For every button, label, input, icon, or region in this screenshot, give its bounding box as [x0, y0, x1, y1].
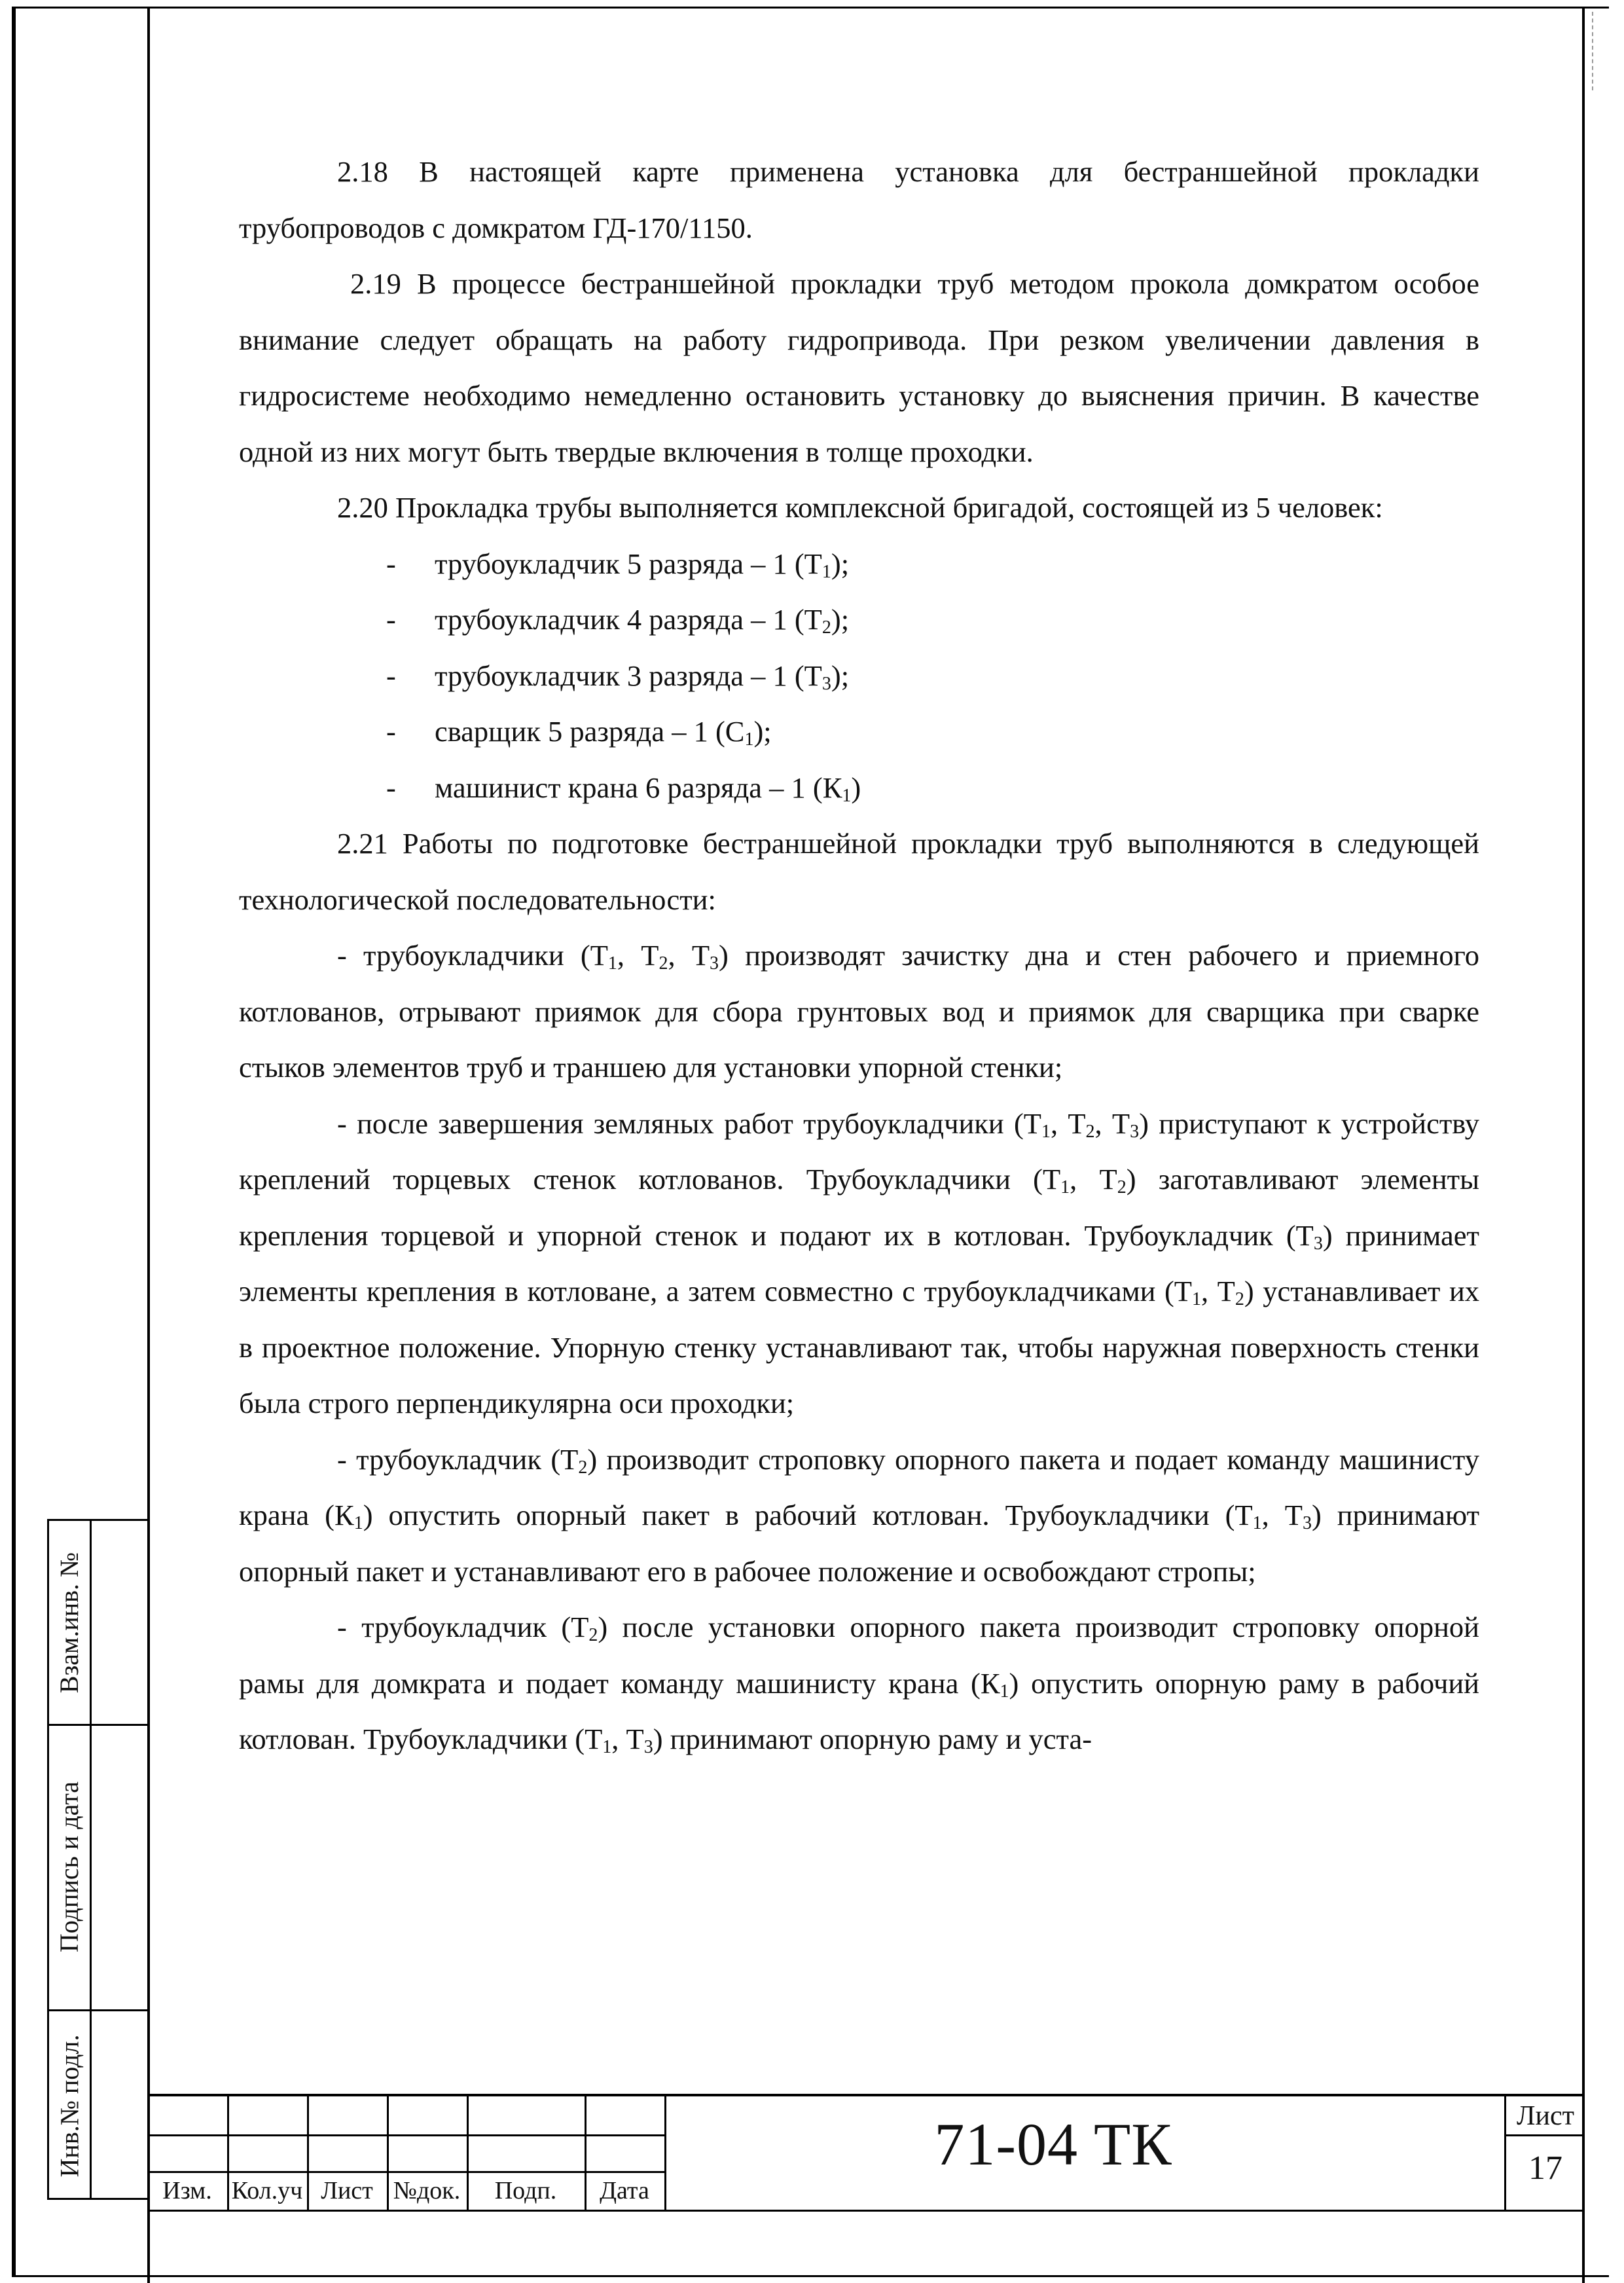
- label-data: Дата: [600, 2177, 649, 2204]
- title-block: [147, 2094, 1585, 2212]
- side-stamp: [47, 1519, 150, 2200]
- paragraph-2-21: 2.21 Работы по подготовке бестраншейной прокладки труб выполняются в следующей технологической последовательности:: [239, 827, 1479, 916]
- label-izm: Изм.: [162, 2177, 212, 2204]
- paragraph-2-19: 2.19 В процессе бестраншейной прокладки труб методом прокола домкратом особое внимание следует обращать на работу гидропривода. При резком увеличении давления в гидросистеме необходимо немедленно остановить установку до выяснения причин. В качестве одной из них могут быть твердые включения в толще проходки.: [239, 267, 1479, 468]
- side-stamp-podpis: Подпись и дата: [54, 1781, 84, 1952]
- sheet-box: [1504, 2096, 1585, 2210]
- paragraph-2-18: 2.18 В настоящей карте применена установка для бестраншейной прокладки трубопроводов с домкратом ГД-170/1150.: [239, 155, 1479, 244]
- crew-list: [239, 536, 1479, 816]
- document-code: 71-04 ТК: [934, 2111, 1172, 2178]
- sheet-label: Лист: [1517, 2101, 1574, 2131]
- step-1: - трубоукладчики ($Т_1$, $Т_2$, $Т_3$) производят зачистку дна и стен рабочего и приемного котлованов, отрывают приямок для сбора грунтовых вод и приямок для сварщика при сварке стыков элементов труб и траншею для установки упорной стенки;: [239, 939, 1480, 1084]
- label-list: Лист: [321, 2177, 373, 2204]
- label-ndok: №док.: [393, 2177, 461, 2204]
- step-4: - трубоукладчик $(Т_2)$ после установки опорного пакета производит строповку опорной рамы для домкрата и подает команду машинисту крана $(К_1)$ опустить опорную раму в рабочий котлован. Трубоукладчики ($Т_1$, $Т_3$) принимают опорную раму и уста-: [239, 1611, 1479, 1757]
- step-2: - после завершения земляных работ трубоукладчики ($Т_1$, $Т_2$, $Т_3$) приступают к устройству креплений торцевых стенок котлованов. Трубоукладчики ($Т_1$, $Т_2$) заготавливают элементы крепления торцевой и упорной стенок и подают их в котлован. Трубоукладчик $(Т_3)$ принимает элементы крепления в котловане, а затем совместно с трубоукладчиками ($Т_1$, $Т_2$) устанавливает их в проектное положение. Упорную стенку устанавливают так, чтобы наружная поверхность стенки была строго перпендикулярна оси проходки;: [239, 1106, 1480, 1419]
- list-item: - трубоукладчик 3 разряда – 1 $(Т_3)$;: [386, 659, 850, 694]
- list-item: - трубоукладчик 4 разряда – 1 $(Т_2)$;: [386, 603, 850, 638]
- sheet-number: 17: [1528, 2149, 1562, 2187]
- list-item: - сварщик 5 разряда – 1 $(С_1)$;: [386, 715, 772, 750]
- label-podp: Подп.: [494, 2177, 557, 2204]
- list-item: - трубоукладчик 5 разряда – 1 $(Т_1)$;: [386, 547, 850, 582]
- side-stamp-vzam: Взам.инв. №: [54, 1552, 84, 1693]
- step-3: - трубоукладчик $(Т_2)$ производит строповку опорного пакета и подает команду машинисту крана $(К_1)$ опустить опорный пакет в рабочий котлован. Трубоукладчики ($Т_1$, $Т_3$) принимают опорный пакет и устанавливают его в рабочее положение и освобождают стропы;: [239, 1442, 1480, 1588]
- cut-line: [1592, 12, 1593, 90]
- document-body: [239, 144, 1479, 1768]
- paragraph-2-20: 2.20 Прокладка трубы выполняется комплексной бригадой, состоящей из 5 человек:: [337, 491, 1383, 524]
- side-stamp-inv: Инв.№ подл.: [54, 2034, 84, 2177]
- list-item: - машинист крана 6 разряда – 1 $(К_1)$: [386, 771, 861, 806]
- label-kolvo: Кол.уч: [231, 2177, 303, 2204]
